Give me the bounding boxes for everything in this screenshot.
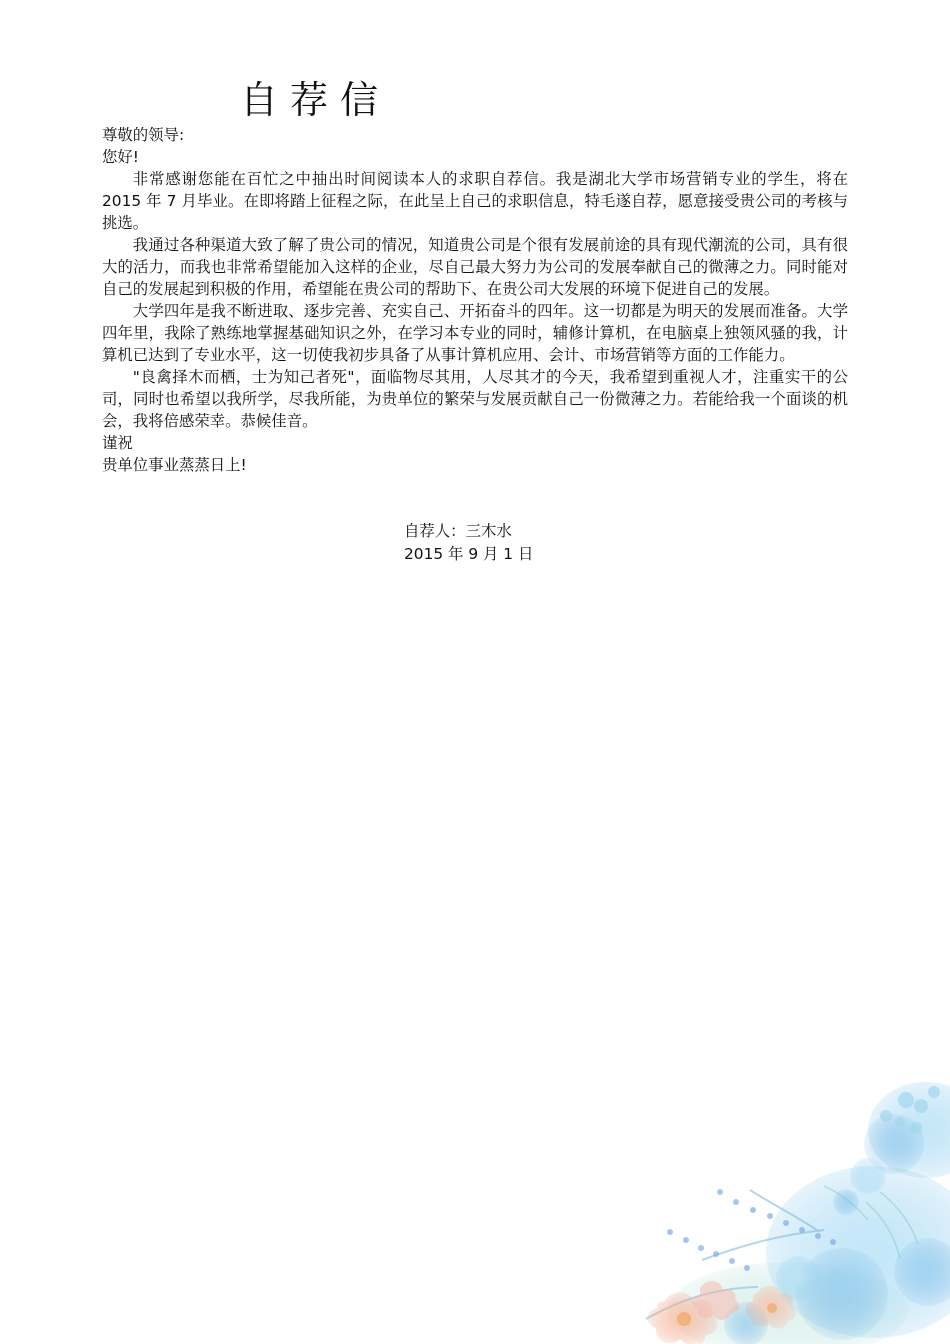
paragraph-3: 大学四年是我不断进取、逐步完善、充实自己、开拓奋斗的四年。这一切都是为明天的发展而准备。大学四年里，我除了熟练地掌握基础知识之外，在学习本专业的同时，辅修计算机，在电脑桌上独领风骚的我，计算机已达到了专业水平，这一切使我初步具备了从事计算机应用、会计、市场营销等方面的工作能力。	[102, 302, 848, 364]
signature-block	[404, 520, 533, 566]
wish: 贵单位事业蒸蒸日上!	[102, 456, 247, 474]
greeting: 您好!	[102, 148, 139, 166]
signature-date: 2015 年 9 月 1 日	[404, 545, 534, 563]
paragraph-2: 我通过各种渠道大致了解了贵公司的情况，知道贵公司是个很有发展前途的具有现代潮流的公司，具有很大的活力，而我也非常希望能加入这样的企业，尽自己最大努力为公司的发展奉献自己的微薄之力。同时能对自己的发展起到积极的作用，希望能在贵公司的帮助下、在贵公司大发展的环境下促进自己的发展。	[102, 236, 848, 298]
paragraph-1: 非常感谢您能在百忙之中抽出时间阅读本人的求职自荐信。我是湖北大学市场营销专业的学生，将在 2015 年 7 月毕业。在即将踏上征程之际，在此呈上自己的求职信息，特毛遂自荐，愿意接受贵公司的考核与挑选。	[102, 170, 848, 232]
letter-body	[102, 124, 848, 476]
watercolor-flowers-decoration	[550, 1064, 950, 1344]
salutation: 尊敬的领导:	[102, 126, 185, 144]
paragraph-4: "良禽择木而栖，士为知己者死"，面临物尽其用，人尽其才的今天，我希望到重视人才，注重实干的公司，同时也希望以我所学，尽我所能，为贵单位的繁荣与发展贡献自己一份微薄之力。若能给我一个面谈的机会，我将倍感荣幸。恭候佳音。	[102, 368, 848, 430]
document-title: 自荐信	[240, 78, 391, 122]
closing: 谨祝	[102, 434, 133, 452]
signer-name: 自荐人：三木水	[404, 522, 512, 540]
